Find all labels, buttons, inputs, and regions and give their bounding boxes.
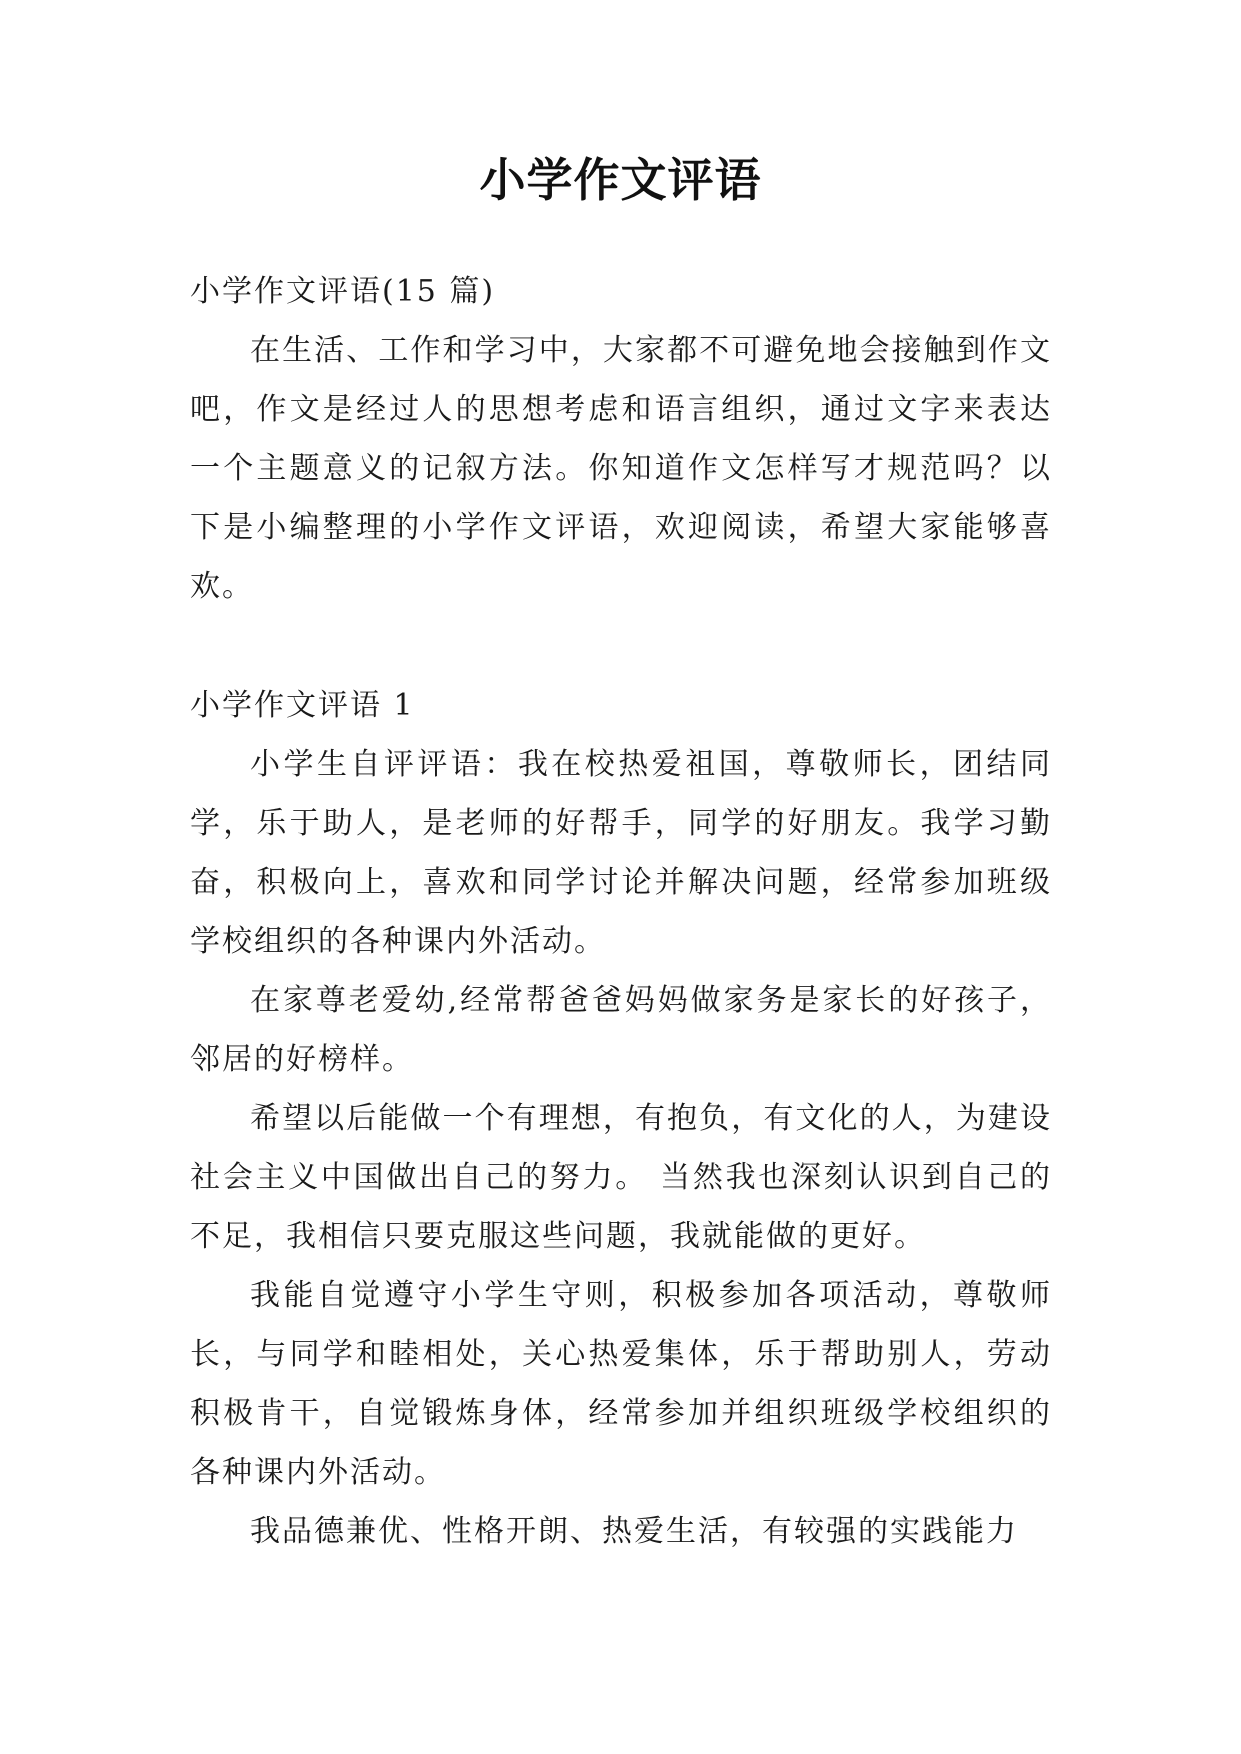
- document-title: 小学作文评语: [479, 153, 762, 207]
- intro-paragraph: 在生活、工作和学习中，大家都不可避免地会接触到作文吧，作文是经过人的思想考虑和语言组织，通过文字来表达一个主题意义的记叙方法。你知道作文怎样写才规范吗？以下是小编整理的小学作文评语，欢迎阅读，希望大家能够喜欢。: [190, 333, 1052, 604]
- section-1-paragraph-5: 我品德兼优、性格开朗、热爱生活，有较强的实践能力: [250, 1514, 1018, 1549]
- section-1-paragraph-2: 在家尊老爱幼,经常帮爸爸妈妈做家务是家长的好孩子，邻居的好榜样。: [190, 983, 1052, 1077]
- section-spacer: [190, 616, 1052, 676]
- section-1-heading: 小学作文评语 1: [190, 688, 415, 723]
- intro-heading: 小学作文评语(15 篇): [190, 274, 496, 309]
- section-1-paragraph-4: 我能自觉遵守小学生守则，积极参加各项活动，尊敬师长，与同学和睦相处，关心热爱集体，乐于帮助别人，劳动积极肯干，自觉锻炼身体，经常参加并组织班级学校组织的各种课内外活动。: [190, 1278, 1052, 1490]
- document-body: [190, 262, 1052, 1561]
- section-1-paragraph-1: 小学生自评评语：我在校热爱祖国，尊敬师长，团结同学，乐于助人，是老师的好帮手，同学的好朋友。我学习勤奋，积极向上，喜欢和同学讨论并解决问题，经常参加班级学校组织的各种课内外活动。: [190, 747, 1052, 959]
- section-1-paragraph-3: 希望以后能做一个有理想，有抱负，有文化的人，为建设社会主义中国做出自己的努力。 当然我也深刻认识到自己的不足，我相信只要克服这些问题，我就能做的更好。: [190, 1101, 1052, 1254]
